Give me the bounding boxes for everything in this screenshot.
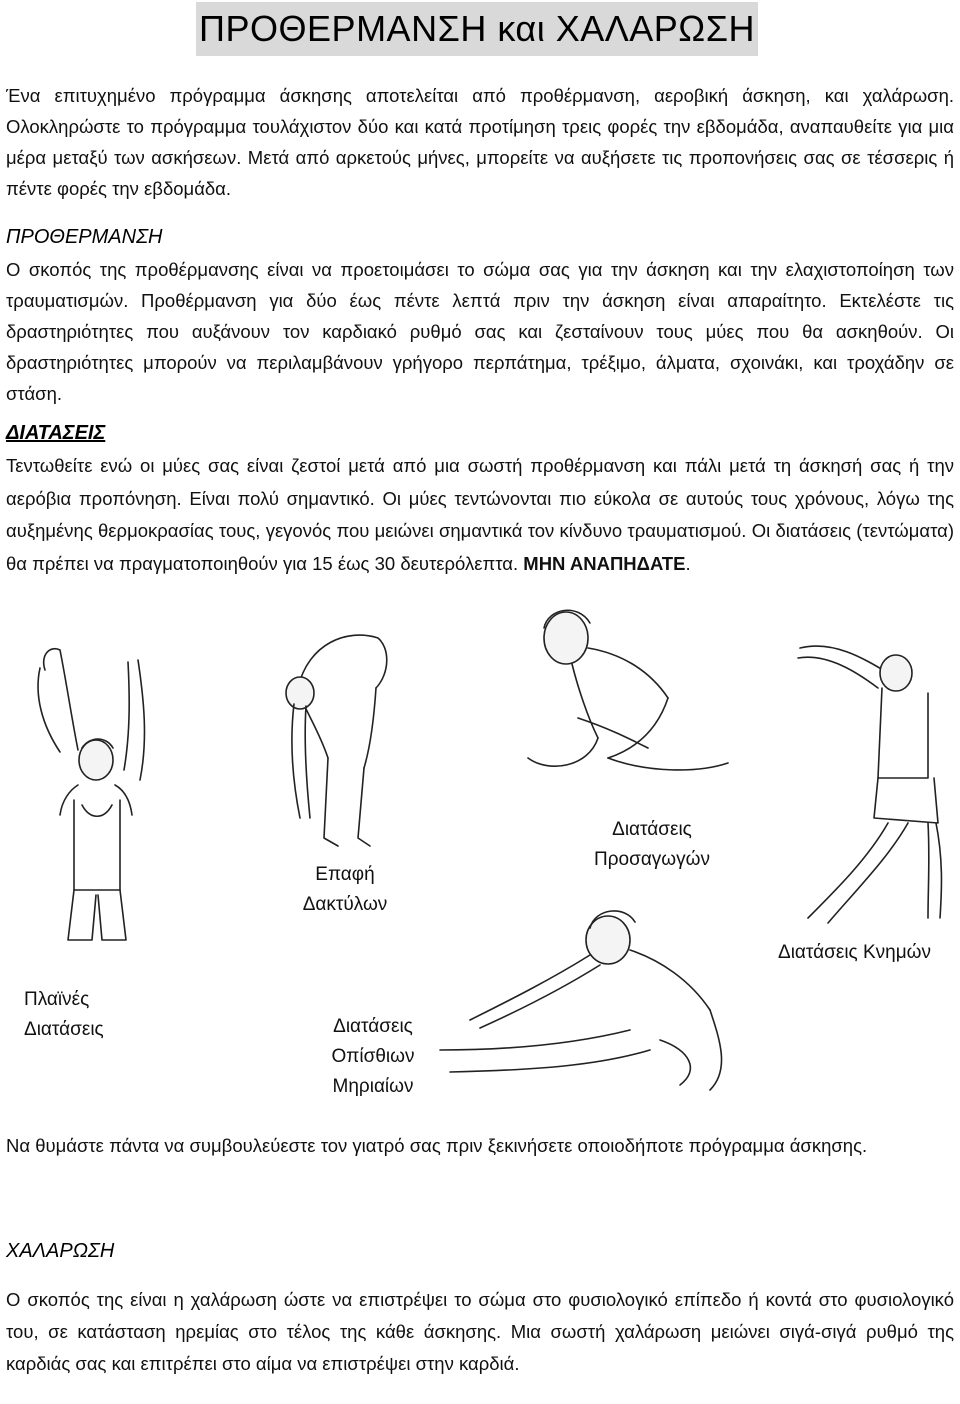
caption-side-line-1: Πλαϊνές [24, 989, 90, 1010]
title-box [196, 2, 758, 56]
caption-toe-line-1: Επαφή [315, 864, 375, 885]
caption-side-line-2: Διατάσεις [24, 1019, 104, 1040]
caption-toe-line-2: Δακτύλων [302, 894, 388, 915]
intro-paragraph: Ένα επιτυχημένο πρόγραμμα άσκησης αποτελείται από προθέρμανση, αεροβική άσκηση, και χαλάρωση. Ολοκληρώστε το πρόγραμμα τουλάχιστον δύο και κατά προτίμηση τρεις φορές την εβδομάδα, αναπαυθείτε για μια μέρα μεταξύ των ασκήσεων. Μετά από αρκετούς μήνες, μπορείτε να αυξήσετε τις προπονήσεις σας σε τέσσερις ή πέντε φορές την εβδομάδα. [6, 85, 954, 199]
stretching-paragraph [6, 450, 954, 580]
side-stretch-figure [20, 640, 170, 960]
hamstring-stretch-figure [430, 900, 760, 1100]
warning-suffix: . [685, 552, 691, 574]
caption-toe-touch [300, 860, 390, 920]
doctor-note: Να θυμάστε πάντα να συμβουλεύεστε τον γιατρό σας πριν ξεκινήσετε οποιοδήποτε πρόγραμμα άσκησης. [6, 1135, 868, 1156]
caption-hamstring-line-3: Μηριαίων [332, 1076, 414, 1097]
no-bounce-warning: ΜΗΝ ΑΝΑΠΗΔΑΤΕ [523, 552, 686, 574]
warmup-paragraph: Ο σκοπός της προθέρμανσης είναι να προετοιμάσει το σώμα σας για την άσκηση και την ελαχιστοποίηση των τραυματισμών. Προθέρμανση για δύο έως πέντε λεπτά πριν την άσκηση είναι απαραίτητο. Εκτελέστε τις δραστηριότητες που αυξάνουν τον καρδιακό ρυθμό σας και ζεσταίνουν τους μύες που θα ασκηθούν. Οι δραστηριότητες μπορούν να περιλαμβάνουν γρήγορο περπάτημα, τρέξιμο, άλματα, σχοινάκι, και τροχάδην σε στάση. [6, 259, 954, 404]
cooldown-paragraph: Ο σκοπός της είναι η χαλάρωση ώστε να επιστρέψει το σώμα στο φυσιολογικό επίπεδο ή κοντά στο φυσιολογικό του, σε κατάσταση ηρεμίας στο τέλος της κάθε άσκησης. Μια σωστή χαλάρωση μειώνει σιγά-σιγά ρυθμό της καρδιάς σας και επιτρέπει στο αίμα να επιστρέψει στην καρδιά. [6, 1289, 954, 1374]
caption-hamstring-line-1: Διατάσεις [333, 1016, 413, 1037]
caption-hamstring [318, 1012, 428, 1102]
toe-touch-figure [258, 618, 408, 858]
caption-adductor-line-2: Προσαγωγών [594, 849, 710, 870]
caption-calf: Διατάσεις Κνημών [778, 942, 931, 963]
cooldown-heading: ΧΑΛΑΡΩΣΗ [6, 1240, 115, 1262]
page-title: ΠΡΟΘΕΡΜΑΝΣΗ και ΧΑΛΑΡΩΣΗ [199, 8, 755, 49]
calf-stretch-figure [778, 618, 958, 938]
caption-hamstring-line-2: Οπίσθιων [331, 1046, 415, 1067]
warmup-heading: ΠΡΟΘΕΡΜΑΝΣΗ [6, 226, 163, 248]
adductor-stretch-figure [508, 598, 738, 808]
stretching-heading: ΔΙΑΤΑΣΕΙΣ [6, 422, 106, 444]
caption-adductor [582, 815, 722, 875]
stretching-text: Τεντωθείτε ενώ οι μύες σας είναι ζεστοί μετά από μια σωστή προθέρμανση και πάλι μετά τη άσκησή σας ή την αερόβια προπόνηση. Είναι πολύ σημαντικό. Οι μύες τεντώνονται πιο εύκολα σε αυτούς τους χρόνους, λόγω της αυξημένης θερμοκρασίας τους, γεγονός που μειώνει σημαντικά τον κίνδυνο τραυματισμού. Οι διατάσεις (τεντώματα) θα πρέπει να πραγματοποιηθούν για 15 έως 30 δευτερόλεπτα. [6, 455, 954, 574]
caption-adductor-line-1: Διατάσεις [612, 819, 692, 840]
caption-side-stretch [24, 985, 104, 1045]
